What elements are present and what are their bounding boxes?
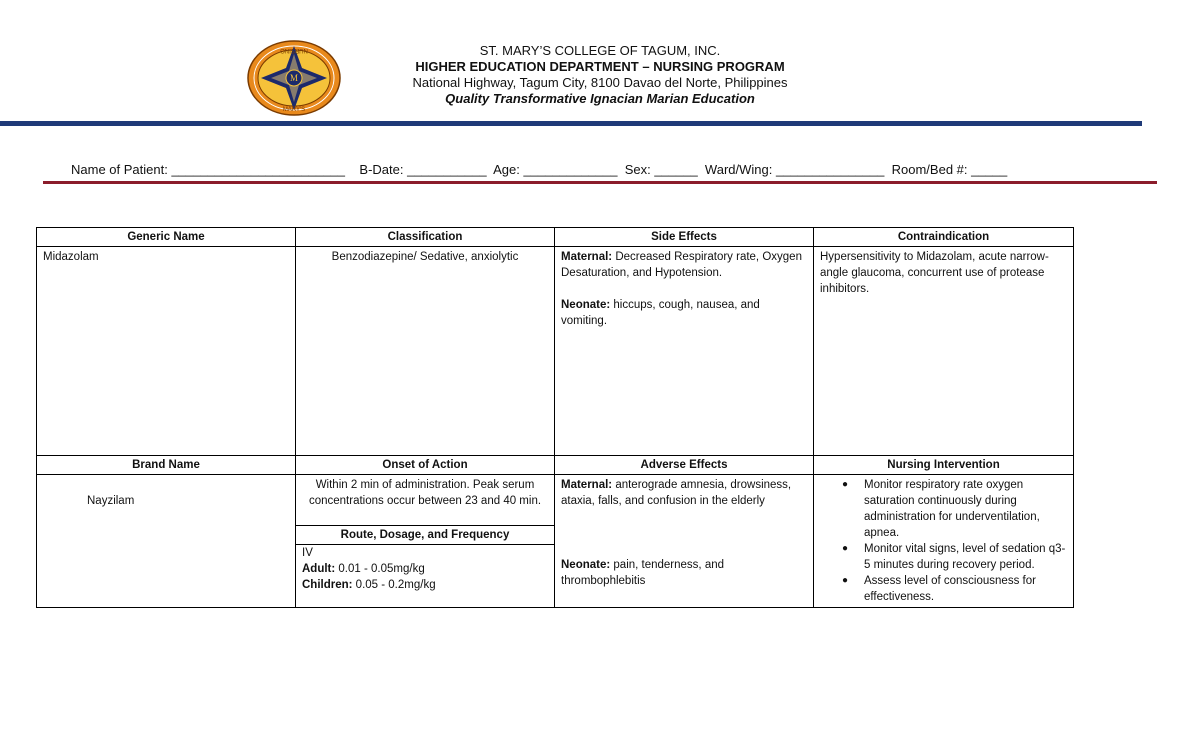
onset-route-cell — [296, 475, 555, 608]
side-effects-cell — [555, 247, 814, 456]
adverse-effects-cell — [555, 475, 814, 608]
neonate-side-effects: hiccups, cough, nausea, and vomiting. — [561, 299, 760, 327]
maternal-side-effects: Decreased Respiratory rate, Oxygen Desaturation, and Hypotension. — [561, 251, 802, 279]
school-motto: Quality Transformative Ignacian Marian Education — [445, 91, 755, 106]
maternal-label: Maternal: — [561, 479, 613, 491]
svg-text:M: M — [289, 73, 299, 83]
adverse-effects-header: Adverse Effects — [555, 456, 814, 475]
table-header-row — [37, 456, 1074, 475]
generic-name-header: Generic Name — [37, 228, 296, 247]
route-value: IV — [302, 547, 313, 559]
list-item: ● Assess level of consciousness for effectiveness. — [842, 573, 1067, 605]
school-address: National Highway, Tagum City, 8100 Davao del Norte, Philippines — [412, 75, 788, 90]
svg-text:MARY'S: MARY'S — [282, 107, 306, 113]
onset-header: Onset of Action — [296, 456, 555, 475]
onset-value: Within 2 min of administration. Peak serum concentrations occur between 23 and 40 min. — [308, 479, 542, 507]
neonate-label: Neonate: — [561, 299, 611, 311]
svg-text:NURSING: NURSING — [280, 47, 308, 53]
side-effects-header: Side Effects — [555, 228, 814, 247]
header-divider — [0, 121, 1142, 126]
nursing-intervention-header: Nursing Intervention — [814, 456, 1074, 475]
patient-info-divider — [43, 181, 1157, 184]
brand-name-header: Brand Name — [37, 456, 296, 475]
school-name: ST. MARY’S COLLEGE OF TAGUM, INC. — [479, 43, 721, 58]
route-dosage-header: Route, Dosage, and Frequency — [296, 525, 554, 545]
brand-name-value: Nayzilam — [87, 495, 135, 507]
children-dose: 0.05 - 0.2mg/kg — [352, 579, 436, 591]
neonate-adverse-effects: pain, tenderness, and thrombophlebitis — [561, 559, 725, 587]
table-row — [37, 475, 1074, 608]
table-row — [37, 247, 1074, 456]
neonate-label: Neonate: — [561, 559, 611, 571]
brand-name-cell — [37, 475, 296, 608]
intervention-list — [820, 477, 1067, 605]
classification-header: Classification — [296, 228, 555, 247]
maternal-adverse-effects: anterograde amnesia, drowsiness, ataxia, falls, and confusion in the elderly — [561, 479, 792, 507]
patient-info-line: Name of Patient: ________________________ B-Date: ___________ Age: _____________ Sex: ______ Ward/Wing: _______________ Room/Bed #: _____ — [71, 162, 1008, 177]
generic-name-cell: Midazolam — [37, 247, 296, 456]
contraindication-cell: Hypersensitivity to Midazolam, acute narrow-angle glaucoma, concurrent use of protease inhibitors. — [814, 247, 1074, 456]
college-seal-logo — [247, 40, 341, 116]
list-item: ● Monitor respiratory rate oxygen saturation continuously during administration for underventilation, apnea. — [842, 477, 1067, 541]
table-header-row — [37, 228, 1074, 247]
drug-study-table — [36, 227, 1074, 608]
list-item: ● Monitor vital signs, level of sedation q3-5 minutes during recovery period. — [842, 541, 1067, 573]
classification-cell: Benzodiazepine/ Sedative, anxiolytic — [296, 247, 555, 456]
adult-label: Adult: — [302, 563, 336, 575]
adult-dose: 0.01 - 0.05mg/kg — [335, 563, 425, 575]
department-name: HIGHER EDUCATION DEPARTMENT – NURSING PROGRAM — [415, 59, 785, 74]
nursing-intervention-cell — [814, 475, 1074, 608]
header-block — [400, 43, 800, 107]
contraindication-header: Contraindication — [814, 228, 1074, 247]
children-label: Children: — [302, 579, 353, 591]
maternal-label: Maternal: — [561, 251, 613, 263]
